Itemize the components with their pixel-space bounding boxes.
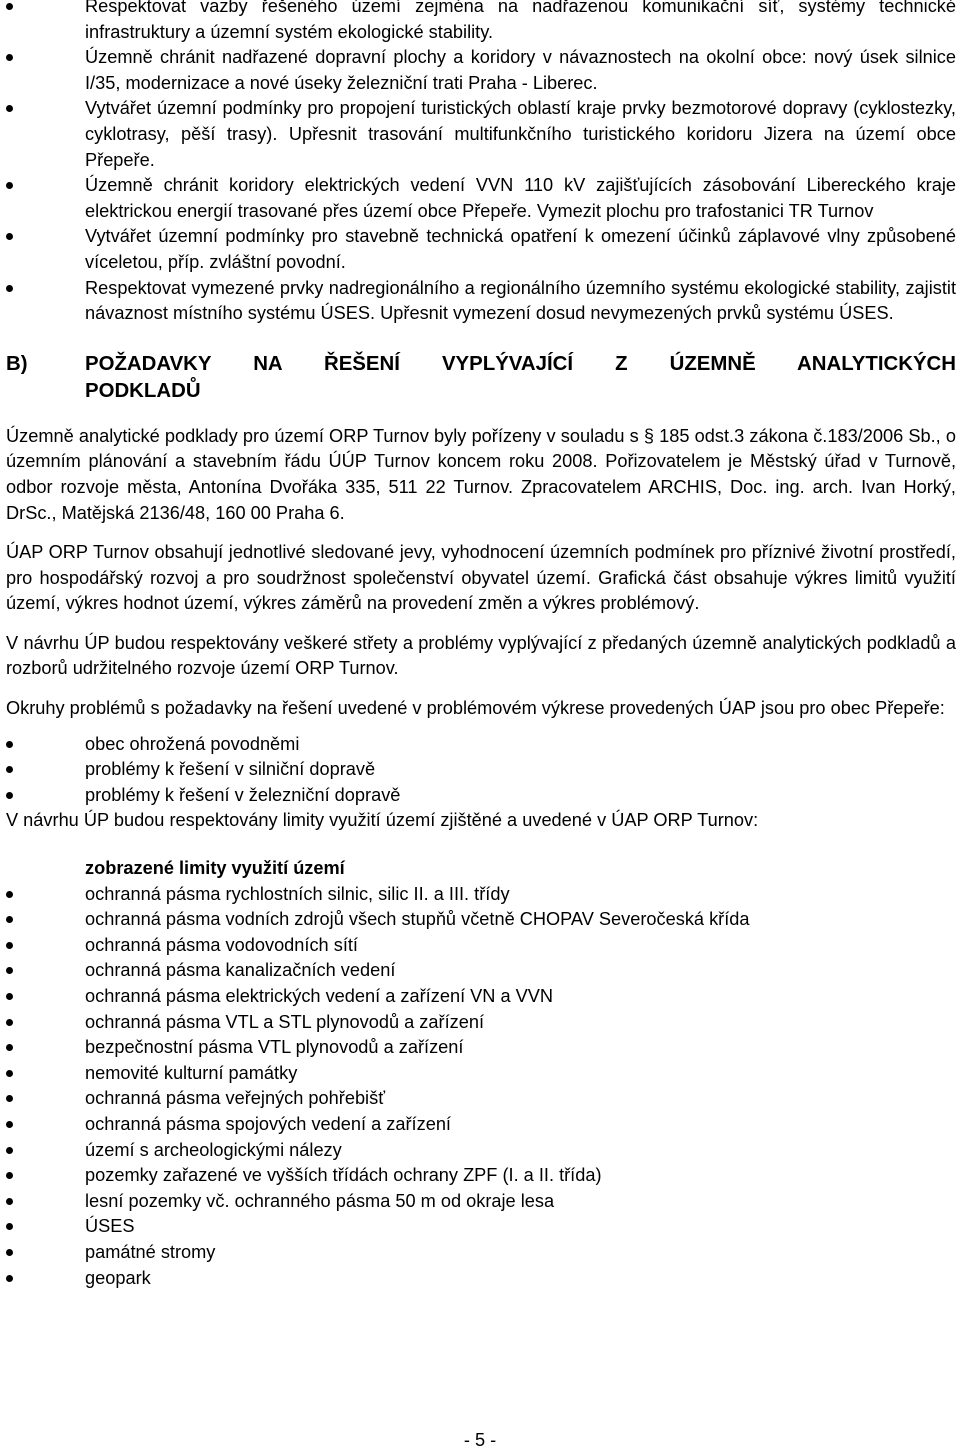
list-item	[6, 1112, 956, 1138]
limits-list	[6, 882, 956, 1292]
bullet-icon	[6, 1044, 13, 1051]
list-item-text: geopark	[85, 1267, 151, 1288]
bullet-icon	[6, 993, 13, 1000]
list-item-text: ochranná pásma spojových vedení a zařízení	[85, 1113, 451, 1134]
list-item	[6, 958, 956, 984]
section-heading	[6, 351, 956, 405]
bullet-icon	[6, 891, 13, 898]
bullet-icon	[6, 942, 13, 949]
bullet-icon	[6, 1275, 13, 1282]
page-number: - 5 -	[463, 1430, 497, 1450]
list-item	[6, 1266, 956, 1292]
list-item	[6, 933, 956, 959]
bullet-icon	[6, 1070, 13, 1077]
paragraph-limits-intro: V návrhu ÚP budou respektovány limity využití území zjištěné a uvedené v ÚAP ORP Turnov:	[6, 810, 759, 831]
list-item-text: problémy k řešení v železniční dopravě	[85, 784, 401, 805]
bullet-icon	[6, 916, 13, 923]
bullet-icon	[6, 1249, 13, 1256]
list-item	[6, 882, 956, 908]
bullet-icon	[6, 3, 13, 10]
list-item-text: ochranná pásma vodovodních sítí	[85, 934, 358, 955]
list-item	[6, 1010, 956, 1036]
bullet-icon	[6, 1147, 13, 1154]
list-item-text: Územně chránit koridory elektrických vedení VVN 110 kV zajišťujících zásobování Libereckého kraje elektrickou energií trasované přes území obce Přepeře. Vymezit plochu pro trafostanici TR Turnov	[85, 175, 956, 221]
bullet-icon	[6, 1121, 13, 1128]
list-item	[6, 1240, 956, 1266]
problem-list	[6, 732, 956, 809]
list-item	[6, 45, 956, 96]
bullet-icon	[6, 233, 13, 240]
list-item	[6, 1214, 956, 1240]
list-item-text: Vytvářet územní podmínky pro stavebně technická opatření k omezení účinků záplavové vlny způsobené víceletou, příp. zvláštní povodní.	[85, 226, 956, 272]
list-item	[6, 173, 956, 224]
list-item	[6, 783, 956, 809]
requirements-list	[6, 0, 956, 327]
list-item	[6, 96, 956, 173]
paragraph-problem-areas: Okruhy problémů s požadavky na řešení uvedené v problémovém výkrese provedených ÚAP jsou pro obec Přepeře:	[6, 698, 945, 719]
bullet-icon	[6, 741, 13, 748]
list-item	[6, 1189, 956, 1215]
list-item-text: Respektovat vazby řešeného území zejména na nadřazenou komunikační síť, systémy technické infrastruktury a územní systém ekologické stability.	[85, 0, 956, 42]
paragraph-conflicts: V návrhu ÚP budou respektovány veškeré střety a problémy vyplývající z předaných územně analytických podkladů a rozborů udržitelného rozvoje území ORP Turnov.	[6, 632, 956, 679]
list-item-text: problémy k řešení v silniční dopravě	[85, 759, 376, 780]
bullet-icon	[6, 967, 13, 974]
list-item-text: Vytvářet územní podmínky pro propojení turistických oblastí kraje prvky bezmotorové dopravy (cyklostezky, cyklotrasy, pěší trasy). Upřesnit trasování multifunkčního turistického koridoru Jizera na území obce Přepeře.	[85, 98, 956, 170]
list-item	[6, 1086, 956, 1112]
list-item-text: území s archeologickými nálezy	[85, 1139, 342, 1160]
list-item	[6, 1035, 956, 1061]
list-item	[6, 1061, 956, 1087]
bullet-icon	[6, 105, 13, 112]
limits-title: zobrazené limity využití území	[85, 858, 345, 879]
list-item-text: lesní pozemky vč. ochranného pásma 50 m od okraje lesa	[85, 1190, 555, 1211]
list-item	[6, 1138, 956, 1164]
bullet-icon	[6, 766, 13, 773]
list-item	[6, 984, 956, 1010]
section-number: B)	[6, 352, 28, 375]
list-item-text: obec ohrožená povodněmi	[85, 733, 300, 754]
bullet-icon	[6, 1198, 13, 1205]
bullet-icon	[6, 182, 13, 189]
list-item-text: ÚSES	[85, 1216, 135, 1237]
section-title	[85, 351, 956, 405]
bullet-icon	[6, 1095, 13, 1102]
list-item-text: ochranná pásma vodních zdrojů všech stupňů včetně CHOPAV Severočeská křída	[85, 909, 750, 930]
list-item-text: ochranná pásma elektrických vedení a zařízení VN a VVN	[85, 986, 554, 1006]
list-item	[6, 276, 956, 327]
list-item-text: nemovité kulturní památky	[85, 1062, 298, 1083]
section-title-line-2: PODKLADŮ	[85, 379, 201, 402]
paragraph-uap-source: Územně analytické podklady pro území ORP Turnov byly pořízeny v souladu s § 185 odst.3 zákona č.183/2006 Sb., o územním plánování a stavebním řádu ÚÚP Turnov koncem roku 2008. Pořizovatelem je Městský úřad v Turnově, odbor rozvoje města, Antonína Dvořáka 335, 511 22 Turnov. Zpracovatelem ARCHIS, Doc. ing. arch. Ivan Horký, DrSc., Matějská 2136/48, 160 00 Praha 6.	[6, 425, 956, 523]
list-item	[6, 757, 956, 783]
bullet-icon	[6, 1019, 13, 1026]
list-item	[6, 0, 956, 45]
list-item-text: pozemky zařazené ve vyšších třídách ochrany ZPF (I. a II. třída)	[85, 1165, 602, 1186]
bullet-icon	[6, 54, 13, 61]
list-item	[6, 224, 956, 275]
list-item-text: bezpečnostní pásma VTL plynovodů a zařízení	[85, 1037, 464, 1058]
section-title-line-1: POŽADAVKY NA ŘEŠENÍ VYPLÝVAJÍCÍ Z ÚZEMNĚ ANALYTICKÝCH	[85, 352, 956, 375]
list-item-text: Územně chránit nadřazené dopravní plochy a koridory v návaznostech na okolní obce: nový úsek silnice I/35, modernizace a nové úseky železniční trati Praha - Liberec.	[85, 47, 956, 93]
paragraph-uap-content: ÚAP ORP Turnov obsahují jednotlivé sledované jevy, vyhodnocení územních podmínek pro příznivé životní prostředí, pro hospodářský rozvoj a pro soudržnost společenství obyvatel území. Grafická část obsahuje výkres limitů využití území, výkres hodnot území, výkres záměrů na provedení změn a výkres problémový.	[6, 542, 956, 614]
list-item-text: Respektovat vymezené prvky nadregionálního a regionálního územního systému ekologické stability, zajistit návaznost místního systému ÚSES. Upřesnit vymezení dosud nevymezených prvků systému ÚSES.	[85, 277, 956, 324]
list-item-text: ochranná pásma veřejných pohřebišť	[85, 1088, 386, 1109]
bullet-icon	[6, 1223, 13, 1230]
bullet-icon	[6, 285, 13, 292]
list-item-text: ochranná pásma kanalizačních vedení	[85, 960, 396, 981]
list-item-text: památné stromy	[85, 1241, 216, 1262]
bullet-icon	[6, 1172, 13, 1179]
bullet-icon	[6, 792, 13, 799]
list-item	[6, 907, 956, 933]
list-item	[6, 1163, 956, 1189]
list-item-text: ochranná pásma rychlostních silnic, silic II. a III. třídy	[85, 883, 510, 904]
list-item-text: ochranná pásma VTL a STL plynovodů a zařízení	[85, 1011, 485, 1032]
list-item	[6, 732, 956, 758]
